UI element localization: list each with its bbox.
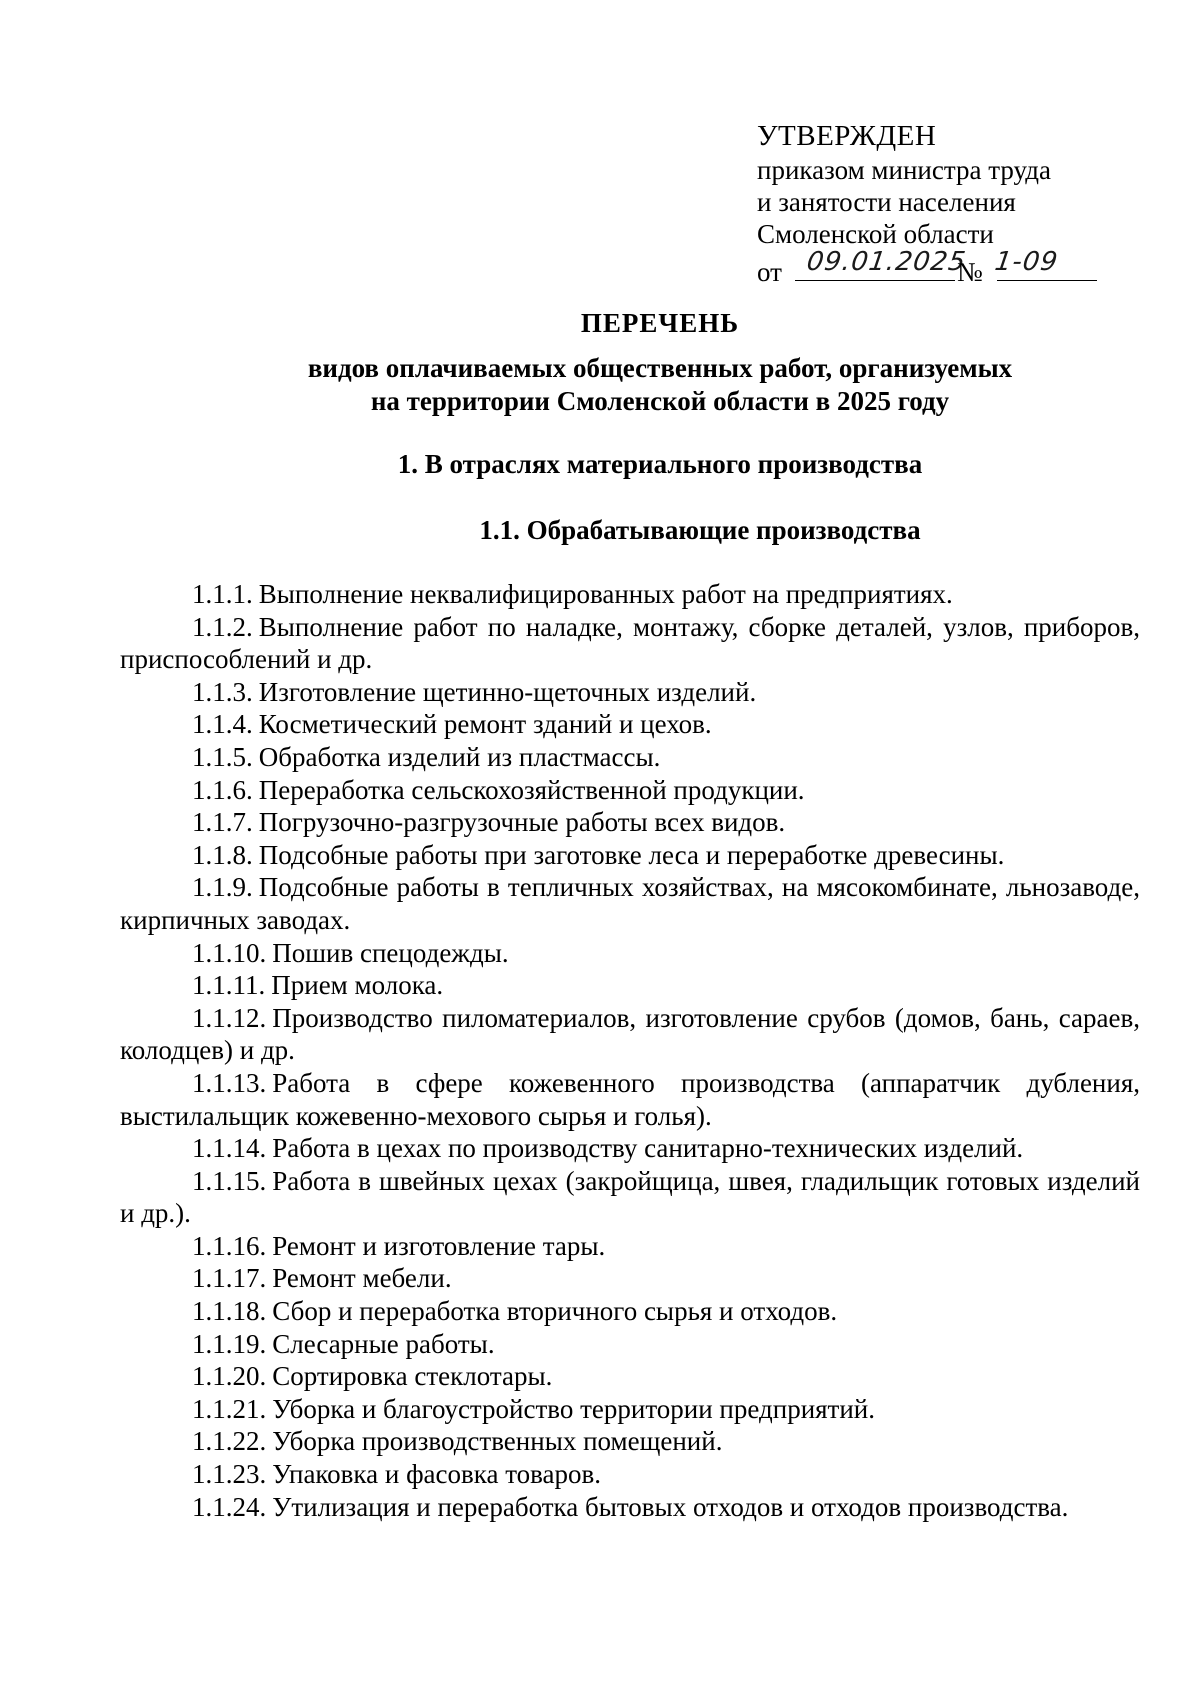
item-number: 1.1.2.	[192, 611, 253, 642]
list-item	[120, 1458, 1140, 1491]
list-item	[120, 1165, 1140, 1230]
item-number: 1.1.21.	[192, 1393, 267, 1424]
section-heading: 1. В отраслях материального производства	[397, 449, 923, 479]
item-number: 1.1.8.	[192, 839, 253, 870]
work-types-list	[120, 578, 1140, 1523]
item-text: Переработка сельскохозяйственной продукции.	[258, 774, 805, 805]
list-item	[120, 937, 1140, 970]
document-subtitle-line-2: на территории Смоленской области в 2025 году	[370, 386, 950, 416]
list-item	[120, 676, 1140, 709]
list-item	[120, 1425, 1140, 1458]
item-text: Слесарные работы.	[272, 1328, 495, 1359]
approval-line-1: приказом министра труда	[757, 155, 1051, 185]
approval-line-2: и занятости населения	[757, 187, 1016, 217]
list-item	[120, 774, 1140, 807]
from-label: от	[757, 257, 782, 287]
number-sign: №	[957, 257, 983, 287]
item-text: Сбор и переработка вторичного сырья и отходов.	[272, 1296, 838, 1327]
item-number: 1.1.5.	[192, 741, 253, 772]
handwritten-number: 1-09	[992, 247, 1061, 277]
item-text: Подсобные работы в тепличных хозяйствах, на мясокомбинате, льнозаводе, кирпичных заводах.	[120, 872, 1140, 935]
document-subtitle-line-1: видов оплачиваемых общественных работ, организуемых	[307, 353, 1013, 383]
document-title: ПЕРЕЧЕНЬ	[580, 308, 740, 338]
item-text: Косметический ремонт зданий и цехов.	[258, 709, 712, 740]
list-item	[120, 1230, 1140, 1263]
subsection-heading: 1.1. Обрабатывающие производства	[479, 515, 921, 545]
item-number: 1.1.12.	[192, 1002, 267, 1033]
number-underline	[997, 280, 1097, 281]
item-number: 1.1.17.	[192, 1263, 267, 1294]
item-text: Сортировка стеклотары.	[272, 1361, 553, 1392]
list-item	[120, 1328, 1140, 1361]
handwritten-date: 09.01.2025	[804, 247, 968, 277]
list-item	[120, 1067, 1140, 1132]
item-text: Уборка производственных помещений.	[272, 1426, 723, 1457]
item-text: Работа в сфере кожевенного производства (аппаратчик дубления, выстилальщик кожевенно-мехового сырья и голья).	[120, 1067, 1140, 1131]
item-text: Ремонт мебели.	[272, 1263, 452, 1294]
list-item	[120, 611, 1140, 676]
item-text: Ремонт и изготовление тары.	[272, 1230, 606, 1261]
item-number: 1.1.24.	[192, 1491, 267, 1522]
approval-date-row	[757, 247, 1157, 287]
item-text: Обработка изделий из пластмассы.	[258, 741, 661, 772]
item-text: Погрузочно-разгрузочные работы всех видов.	[258, 807, 786, 838]
list-item	[120, 1360, 1140, 1393]
item-number: 1.1.1.	[192, 579, 253, 609]
item-number: 1.1.19.	[192, 1328, 267, 1359]
approval-line-3: Смоленской области	[757, 219, 994, 249]
item-number: 1.1.6.	[192, 774, 253, 805]
item-number: 1.1.20.	[192, 1361, 267, 1392]
item-number: 1.1.10.	[192, 937, 267, 968]
list-item	[120, 708, 1140, 741]
item-text: Выполнение неквалифицированных работ на предприятиях.	[258, 579, 953, 609]
item-text: Работа в швейных цехах (закройщица, швея, гладильщик готовых изделий и др.).	[120, 1165, 1140, 1229]
list-item	[120, 1295, 1140, 1328]
item-number: 1.1.15.	[192, 1165, 267, 1196]
item-number: 1.1.22.	[192, 1426, 267, 1457]
list-item	[120, 1491, 1140, 1524]
item-text: Подсобные работы при заготовке леса и переработке древесины.	[258, 839, 1005, 870]
list-item	[120, 1132, 1140, 1165]
item-text: Работа в цехах по производству санитарно-технических изделий.	[272, 1133, 1024, 1164]
item-number: 1.1.9.	[192, 872, 253, 903]
date-underline	[795, 280, 955, 281]
item-text: Изготовление щетинно-щеточных изделий.	[258, 676, 757, 707]
list-item	[120, 969, 1140, 1002]
item-text: Выполнение работ по наладке, монтажу, сборке деталей, узлов, приборов, приспособлений и др.	[120, 611, 1140, 675]
item-text: Уборка и благоустройство территории предприятий.	[272, 1393, 876, 1424]
list-item	[120, 839, 1140, 872]
item-number: 1.1.16.	[192, 1230, 267, 1261]
item-number: 1.1.7.	[192, 807, 253, 838]
item-text: Утилизация и переработка бытовых отходов и отходов производства.	[272, 1491, 1069, 1522]
approval-block	[757, 118, 1157, 286]
list-item	[120, 1262, 1140, 1295]
list-item	[120, 1393, 1140, 1426]
item-number: 1.1.13.	[192, 1067, 267, 1098]
item-text: Пошив спецодежды.	[272, 937, 509, 968]
list-item	[120, 1002, 1140, 1067]
item-text: Упаковка и фасовка товаров.	[272, 1459, 602, 1490]
item-number: 1.1.23.	[192, 1459, 267, 1490]
item-text: Производство пиломатериалов, изготовление срубов (домов, бань, сараев, колодцев) и др.	[120, 1002, 1140, 1066]
list-item	[120, 806, 1140, 839]
item-number: 1.1.4.	[192, 709, 253, 740]
item-number: 1.1.18.	[192, 1296, 267, 1327]
approval-title: УТВЕРЖДЕН	[757, 120, 937, 152]
list-item	[120, 741, 1140, 774]
item-number: 1.1.14.	[192, 1133, 267, 1164]
item-number: 1.1.11.	[192, 970, 266, 1001]
item-text: Прием молока.	[271, 970, 444, 1001]
item-number: 1.1.3.	[192, 676, 253, 707]
list-item	[120, 578, 1140, 611]
list-item	[120, 871, 1140, 936]
